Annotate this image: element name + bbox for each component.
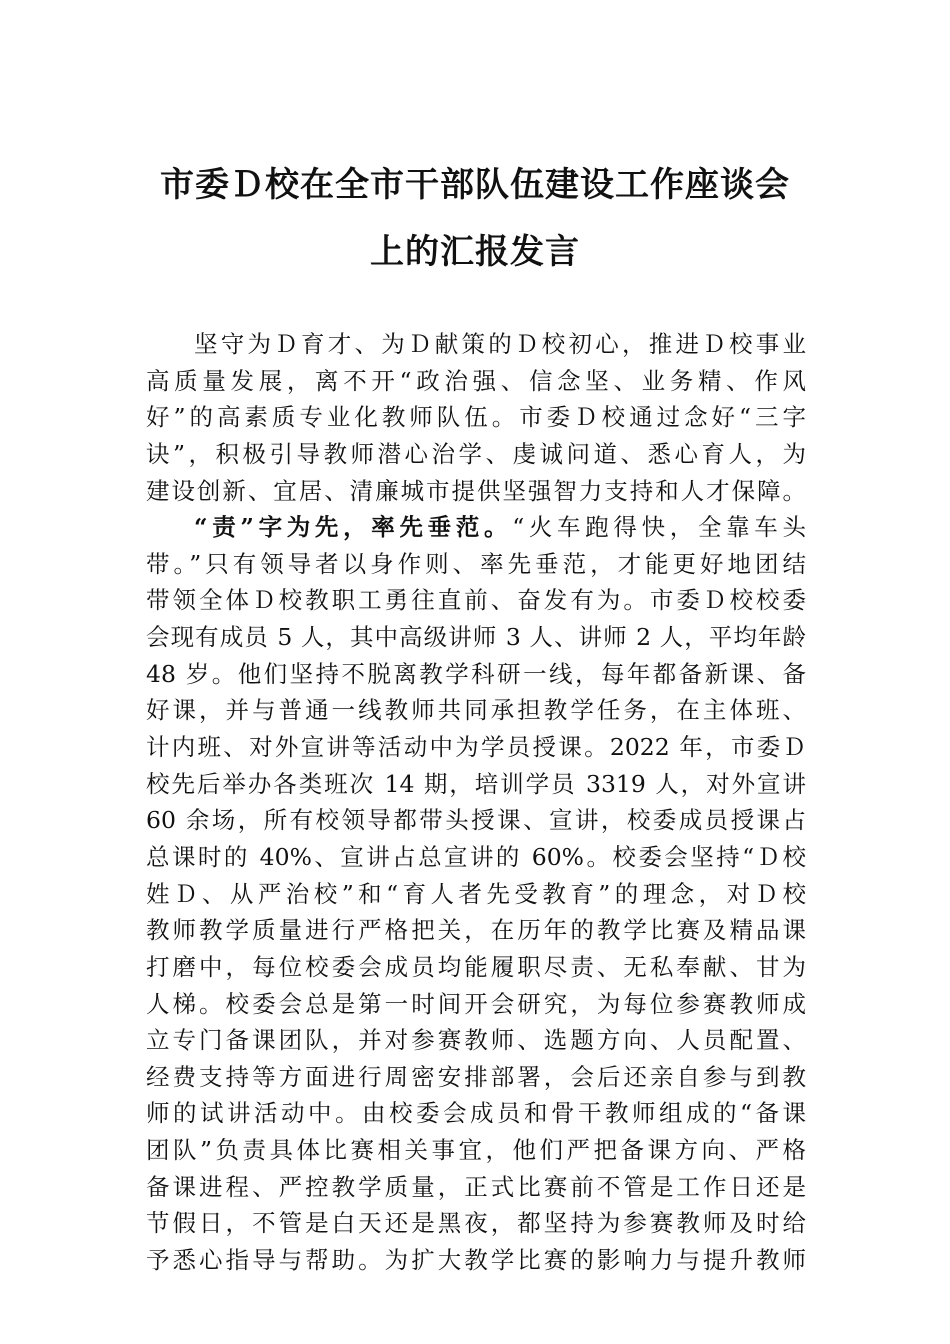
paragraph-2-line: 校先后举办各类班次 14 期，培训学员 3319 人，对外宣讲 [146, 769, 806, 798]
paragraph-2-line: 师的试讲活动中。由校委会成员和骨干教师组成的“备课 [146, 1099, 806, 1128]
paragraph-2-line: 团队”负责具体比赛相关事宜，他们严把备课方向、严格 [146, 1136, 806, 1165]
paragraph-2-first-line-text: “火车跑得快，全靠车头 [512, 513, 806, 542]
paragraph-2-line: 予悉心指导与帮助。为扩大教学比赛的影响力与提升教师 [146, 1246, 806, 1275]
paragraph-2-line: 好课，并与普通一线教师共同承担教学任务，在主体班、 [146, 696, 806, 725]
paragraph-1-line: 诀”，积极引导教师潜心治学、虔诚问道、悉心育人，为 [146, 439, 806, 468]
document-title-line-2: 上的汇报发言 [370, 232, 580, 272]
document-body [146, 326, 806, 1279]
paragraph-2-line: 带。”只有领导者以身作则、率先垂范，才能更好地团结 [146, 549, 806, 578]
paragraph-2-line: 姓Ｄ、从严治校”和“育人者先受教育”的理念，对Ｄ校 [146, 879, 806, 908]
paragraph-2-line: 48 岁。他们坚持不脱离教学科研一线，每年都备新课、备 [146, 659, 806, 688]
paragraph-2-line: 60 余场，所有校领导都带头授课、宣讲，校委成员授课占 [146, 806, 806, 835]
paragraph-1-line: 坚守为Ｄ育才、为Ｄ献策的Ｄ校初心，推进Ｄ校事业 [194, 330, 806, 358]
paragraph-2-line: 经费支持等方面进行周密安排部署，会后还亲自参与到教 [146, 1062, 806, 1091]
paragraph-1-line: 建设创新、宜居、清廉城市提供坚强智力支持和人才保障。 [146, 476, 806, 505]
paragraph-2-line: 教师教学质量进行严格把关，在历年的教学比赛及精品课 [146, 916, 806, 945]
paragraph-2-first-line [146, 509, 806, 546]
paragraph-2-line: 总课时的 40%、宣讲占总宣讲的 60%。校委会坚持“Ｄ校 [146, 842, 806, 871]
paragraph-2-line: 会现有成员 5 人，其中高级讲师 3 人、讲师 2 人，平均年龄 [146, 623, 806, 652]
paragraph-2-line: 人梯。校委会总是第一时间开会研究，为每位参赛教师成 [146, 989, 806, 1018]
paragraph-1-line: 高质量发展，离不开“政治强、信念坚、业务精、作风 [146, 366, 806, 395]
paragraph-2-line: 计内班、对外宣讲等活动中为学员授课。2022 年，市委Ｄ [146, 733, 806, 762]
document-title-line-1: 市委Ｄ校在全市干部队伍建设工作座谈会 [160, 165, 790, 205]
paragraph-2-line: 备课进程、严控教学质量，正式比赛前不管是工作日还是 [146, 1172, 806, 1201]
paragraph-2-line: 节假日，不管是白天还是黑夜，都坚持为参赛教师及时给 [146, 1209, 806, 1238]
paragraph-2-line: 带领全体Ｄ校教职工勇往直前、奋发有为。市委Ｄ校校委 [146, 586, 806, 615]
paragraph-2-line: 立专门备课团队，并对参赛教师、选题方向、人员配置、 [146, 1026, 806, 1055]
paragraph-2-heading: “责”字为先，率先垂范。 [194, 513, 513, 542]
paragraph-2-line: 打磨中，每位校委会成员均能履职尽责、无私奉献、甘为 [146, 952, 806, 981]
paragraph-1-line: 好”的高素质专业化教师队伍。市委Ｄ校通过念好“三字 [146, 403, 806, 432]
